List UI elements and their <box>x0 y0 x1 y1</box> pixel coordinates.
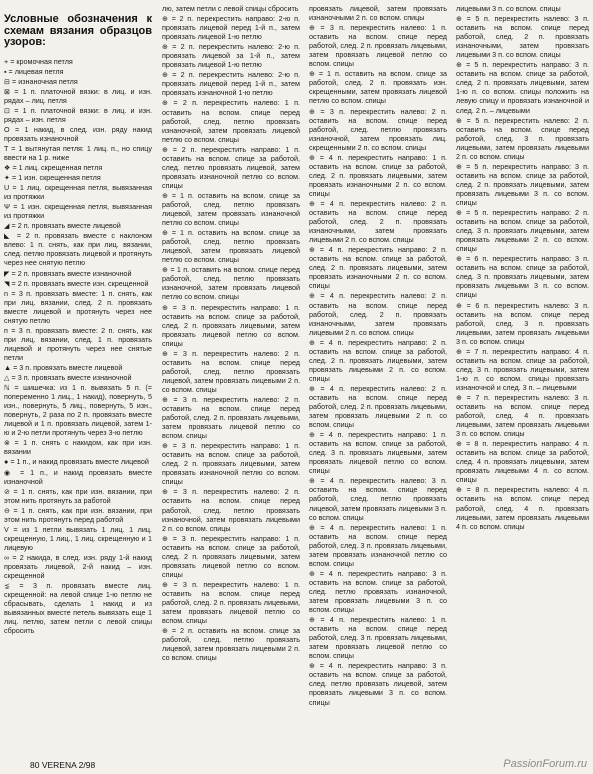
legend-entry: ⊕ = 3 п. перекрестить налево: 2 п. оставить на вспом. спице перед работой, след. 2 п. провязать лицевыми, затем провязать лицевой петлю со вспом. спицы <box>162 394 300 441</box>
legend-entry: ⊖ = 1 п. снять, как при изн. вязании, при этом нить протянуть перед работой <box>4 505 152 524</box>
legend-entry: ⊕ = 3 п. перекрестить налево: 2 п. оставить на вспом. спице перед работой, след. петлю провязать изнаночной, затем провязать лицевыми 2 п. со вспом. спицы <box>162 487 300 533</box>
legend-entry: ⊕ = 5 п. перекрестить направо: 3 п. оставить на вспом. спице за работой, след. 2 п. провязать лицевыми, затем 1-ю п. со вспом. спицы положить на левую спицу и провязать изнаночной и след. 2 п. – лицевыми <box>456 60 589 115</box>
legend-entry: ⋨ = 3 п. провязать вместе лиц. скрещенной: на левой спице 1-ю петлю не сбрасывать, сделать 1 накид и из вывязанных вместе петель вывязать еще 1 лиц. петлю, затем петли с левой спицы сбросить <box>4 581 152 636</box>
legend-entry: ⊕ = 2 п. перекрестить налево: 2-ю п. провязать лицевой перед 1-й п., затем провязать изнаночной 1-ю петлю <box>162 70 300 98</box>
legend-entry: U = 1 лиц. скрещенная петля, вывязанная из протяжки <box>4 183 152 202</box>
legend-entry: + = кромочная петля <box>4 56 73 66</box>
legend-entry: ⊕ = 2 п. перекрестить налево: 2-ю п. провязать лицевой за 1-й п., затем провязать лицевой 1-ю петлю <box>162 42 300 70</box>
legend-entry: ⊕ = 4 п. перекрестить направо: 2 п. оставить на вспом. спице за работой, след. 2 п. провязать лицевыми, затем провязать лицевыми 2 п. со вспом. спицы <box>309 337 447 383</box>
legend-entry: ◉ = 1 п., и накид провязать вместе изнаночной <box>4 467 152 486</box>
legend-page <box>4 4 589 754</box>
legend-entry: ℕ = шишечка: из 1 п. вывязать 5 п. (= попеременно 1 лиц., 1 накид), повернуть, 5 изн., повернуть, 5 лиц., повернуть, 5 изн., повернуть, 2 раза по 2 п. провязать вместе лицевой и 1 п. провязать лицевой, затем 1-ю и 2-ю петли протянуть через 3-ю петлю <box>4 383 152 438</box>
legend-column-3 <box>309 4 447 754</box>
legend-entry: ⊕ = 1 п. оставить на вспом. спице за работой, след. петлю провязать лицевой, затем провязать лицевой петлю со вспом. спицы <box>162 228 300 265</box>
legend-entry: △ = 3 п. провязать вместе изнаночной <box>4 373 132 383</box>
legend-entry: лицевыми 3 п. со вспом. спицы <box>456 4 561 13</box>
legend-entry: лю, затем петли с левой спицы сбросить <box>162 4 299 13</box>
legend-column-1 <box>4 4 152 754</box>
legend-entry: ⊕ = 1 п. оставить на вспом. спице за работой, след. 2 п. провязать изн. скрещенными, затем провязать лицевой петлю со вспом. спицы <box>309 69 447 106</box>
legend-entry: ⊕ = 4 п. перекрестить направо: 1 п. оставить на вспом. спице за работой, след. 2 п. провязать лицевыми, затем провязать изнаночными 2 п. со вспом. спицы <box>309 152 447 198</box>
legend-entry: ⊕ = 5 п. перекрестить налево: 3 п. оставить на вспом. спице перед работой, след. 2 п. провязать изнаночными, затем провязать лицевыми 3 п. со вспом. спицы <box>456 14 589 60</box>
legend-entry: ⊗ = 1 п. снять с накидом, как при изн. вязании <box>4 438 152 457</box>
legend-entry: ⊕ = 4 п. перекрестить налево: 2 п. оставить на вспом. спице перед работой, след. 2 п. провязать изнаночными, затем провязать лицевыми 2 п. со вспом. спицы <box>309 198 447 245</box>
legend-entry: ✦ = 1 изн. скрещенная петля <box>4 173 101 183</box>
legend-entry: ◢ = 2 п. провязать вместе лицевой <box>4 221 121 231</box>
legend-entry: V = из 1 петли вывязать 1 лиц. 1 лиц. скрещенную, 1 лиц., 1 лиц. скрещенную и 1 лицевую <box>4 524 152 552</box>
legend-entry: ⊕ = 4 п. перекрестить налево: 3 п. оставить на вспом. спице перед работой, след. петлю провязать лицевой, затем провязать лицевыми 3 п. со вспом. спицы <box>309 476 447 522</box>
legend-entry: ⊕ = 4 п. перекрестить направо: 1 п. оставить на вспом. спице за работой, след. 3 п. провязать лицевыми, затем провязать лицевой петлю со вспом. спицы <box>309 430 447 476</box>
legend-entry: ◣ = 2 п. провязать вместе с наклоном влево: 1 п. снять, как при лиц. вязании, след. петлю провязать лицевой и протянуть через нее снятую петлю <box>4 231 152 268</box>
legend-entry: ⊕ = 3 п. перекрестить направо: 1 п. оставить на вспом. спице за работой, след. 2 п. провязать лицевыми, затем провязать лицевой петлю со вспом. спицы <box>162 533 300 579</box>
legend-entry: ⊕ = 4 п. перекрестить направо: 3 п. оставить на вспом. спице за работой, след. петлю провязать изнаночной, затем провязать лицевыми 3 п. со вспом. спицы <box>309 568 447 615</box>
legend-entry: ● = 1 п., и накид провязать вместе лицевой <box>4 457 149 467</box>
legend-entry: n = 3 п. провязать вместе: 1 п. снять, как при лиц. вязании, след. 2 п. провязать вместе лицевой и протянуть через нее снятую петлю <box>4 288 152 325</box>
legend-entry: ⊕ = 3 п. перекрестить налево: 1 п. оставить на вспом. спице перед работой, след. 2 п. провязать лицевыми, затем провязать лицевой петлю со вспом. спицы <box>162 579 300 626</box>
legend-entry: ∞ = 2 накида, в след. изн. ряду 1-й накид провязать лицевой, 2-й накид – изн. скрещенной <box>4 552 152 581</box>
legend-entry: ⊕ = 2 п. перекрестить направо: 1 п. оставить на вспом. спице за работой, след. петлю провязать лицевой, затем провязать изнаночной петлю со вспом. спицы <box>162 144 300 190</box>
legend-entry: ⊕ = 2 п. оставить на вспом. спице за работой, след. петлю провязать лицевой, затем провязать лицевыми 2 п. со вспом. спицы <box>162 626 300 663</box>
legend-entry: ⊕ = 4 п. перекрестить налево: 2 п. оставить на вспом. спице перед работой, след. 2 п. провязать лицевыми, затем провязать лицевыми 2 п. со вспом. спицы <box>309 383 447 430</box>
legend-entry: ⊕ = 7 п. перекрестить налево: 3 п. оставить на вспом. спице перед работой, след. 4 п. провязать лицевыми, затем провязать лицевыми 3 п. со вспом. спицы <box>456 392 589 439</box>
legend-column-2 <box>162 4 300 754</box>
legend-entry: ⊕ = 3 п. перекрестить налево: 2 п. оставить на вспом. спице перед работой, след. петлю провязать изнаночной, затем провязать лиц. скрещенными 2 п. со вспом. спицы <box>309 106 447 152</box>
legend-entry: ◤ = 2 п. провязать вместе изнаночной <box>4 268 132 278</box>
column-3-items <box>309 4 447 707</box>
legend-entry: ⊕ = 5 п. перекрестить направо: 2 п. оставить на вспом. спице за работой, след. 3 п. провязать лицевыми, затем провязать лицевыми 2 п. со вспом. спицы <box>456 208 589 254</box>
legend-entry: T = 1 вытянутая петля: 1 лиц. п., но спицу ввести на 1 р. ниже <box>4 143 152 162</box>
legend-entry: ⊕ = 4 п. перекрестить налево: 1 п. оставить на вспом. спице перед работой, след. 3 п. провязать лицевыми, затем провязать изнаночной петлю со вспом. спицы <box>309 522 447 568</box>
legend-entry: ⊕ = 6 п. перекрестить направо: 3 п. оставить на вспом. спице за работой, след. 3 п. провязать лицевыми, затем провязать лицевыми 3 п. со вспом. спицы <box>456 254 589 300</box>
legend-entry: ⊕ = 5 п. перекрестить направо: 3 п. оставить на вспом. спице за работой, след. 2 п. провязать лицевыми, затем провязать лицевыми 3 п. со вспом. спицы <box>456 161 589 207</box>
legend-entry: ⊕ = 3 п. перекрестить направо: 1 п. оставить на вспом. спице за работой, след. 2 п. провязать лицевыми, затем провязать лицевой петлю со вспом. спицы <box>162 302 300 348</box>
legend-entry: ⊘ = 1 п. снять, как при изн. вязании, при этом нить протянуть за работой <box>4 486 152 505</box>
page-footer: 80 VERENA 2/98 <box>30 760 96 770</box>
legend-entry: ⊕ = 3 п. перекрестить направо: 1 п. оставить на вспом. спице за работой, след. 2 п. провязать лицевыми, затем провязать изнаночной петлю со вспом. спицы <box>162 441 300 487</box>
legend-entry: ⊕ = 3 п. перекрестить налево: 1 п. оставить на вспом. спице перед работой, след. 2 п. провязать лицевыми, затем провязать лицевой петлю со вспом. спицы <box>309 23 447 69</box>
legend-entry: ⊕ = 4 п. перекрестить налево: 2 п. оставить на вспом. спице перед работой, след. 2 п. провязать изнаночными, затем провязать лицевыми 2 п. со вспом. спицы <box>309 291 447 337</box>
column-2-items <box>162 4 300 662</box>
legend-entry: ⊡ = 1 п. платочной вязки: в лиц. и изн. рядах – изн. петля <box>4 105 152 124</box>
legend-entry: ▲ = 3 п. провязать вместе лицевой <box>4 363 123 372</box>
legend-column-4 <box>456 4 589 754</box>
legend-entry: ⊕ = 4 п. перекрестить налево: 1 п. оставить на вспом. спице перед работой, след. 3 п. провязать лицевыми, затем провязать лицевой петлю со вспом. спицы <box>309 615 447 661</box>
legend-entry: ❖ = 1 лиц. скрещенная петля <box>4 163 103 173</box>
legend-entry: ⊕ = 5 п. перекрестить налево: 2 п. оставить на вспом. спице перед работой, след. 3 п. провязать лицевыми, затем провязать лицевыми 2 п. со вспом. спицы <box>456 115 589 161</box>
legend-entry: ⊕ = 8 п. перекрестить налево: 4 п. оставить на вспом. спице перед работой, след. 4 п. провязать лицевыми, затем провязать лицевыми 4 п. со вспом. спицы <box>456 485 589 531</box>
legend-entry: провязать лицевой, затем провязать изнаночными 2 п. со вспом. спицы <box>309 4 447 23</box>
column-4-items <box>456 4 589 531</box>
legend-entry: ᴨ = 3 п. провязать вместе: 2 п. снять, как при лиц. вязании, след. 1 п. провязать лицевой и протянуть через нее снятые петли <box>4 325 152 362</box>
legend-entry: ⊕ = 3 п. перекрестить налево: 2 п. оставить на вспом. спице перед работой, след. петлю провязать лицевой, затем провязать лицевыми 2 п. со вспом. спицы <box>162 348 300 394</box>
legend-entry: ⊕ = 6 п. перекрестить налево: 3 п. оставить на вспом. спице перед работой, след. 3 п. провязать лицевыми, затем провязать лицевыми 3 п. со вспом. спицы <box>456 300 589 346</box>
legend-entry: ⊠ = 1 п. платочной вязки: в лиц. и изн. рядах – лиц. петля <box>4 86 152 105</box>
legend-entry: ⊕ = 4 п. перекрестить направо: 2 п. оставить на вспом. спице за работой, след. 2 п. провязать лицевыми, затем провязать изнаночными 2 п. со вспом. спицы <box>309 245 447 291</box>
legend-entry: ▪ = лицевая петля <box>4 66 64 76</box>
legend-entry: ⊕ = 2 п. перекрестить направо: 2-ю п. провязать лицевой перед 1-й п., затем провязать лицевой 1-ю петлю <box>162 14 300 42</box>
legend-entry: ⊕ = 7 п. перекрестить направо: 4 п. оставить на вспом. спице за работой, след. 3 п. провязать лицевыми, затем 1-ю п. со вспом. спицы провязать изнаночной и след. 3 п. – лицевыми <box>456 346 589 392</box>
legend-entry: ⊕ = 1 п. оставить на вспом. спице за работой, след. петлю провязать лицевой, затем провязать изнаночной петлю со вспом. спицы <box>162 190 300 228</box>
legend-entry: ◥ = 2 п. провязать вместе изн. скрещенной <box>4 278 149 288</box>
watermark: PassionForum.ru <box>503 758 587 770</box>
legend-entry: ⊕ = 8 п. перекрестить направо: 4 п. оставить на вспом. спице за работой, след. 4 п. провязать лицевыми, затем провязать лицевыми 4 п. со вспом. спицы <box>456 439 589 485</box>
legend-heading: Условные обозначения к схемам вязания образцов узоров: <box>4 13 152 48</box>
legend-entry: ⊕ = 4 п. перекрестить направо: 3 п. оставить на вспом. спице за работой, след. петлю провязать лицевой, затем провязать лицевыми 3 п. со вспом. спицы <box>309 661 447 707</box>
legend-entry: Ψ = 1 изн. скрещенная петля, вывязанная из протяжки <box>4 202 152 221</box>
column-1-items <box>4 57 152 636</box>
legend-entry: ⊕ = 1 п. оставить на вспом. спице перед работой, след. петлю провязать изнаночной, затем провязать лицевой петлю со вспом. спицы <box>162 265 300 302</box>
legend-entry: ⊕ = 2 п. перекрестить налево: 1 п. оставить на вспом. спице перед работой, след. петлю провязать изнаночной, затем провязать лицевой петлю со вспом. спицы <box>162 98 300 144</box>
legend-entry: ⊟ = изнаночная петля <box>4 76 78 86</box>
legend-entry: O = 1 накид, в след. изн. ряду накид провязать изнаночной <box>4 124 152 143</box>
